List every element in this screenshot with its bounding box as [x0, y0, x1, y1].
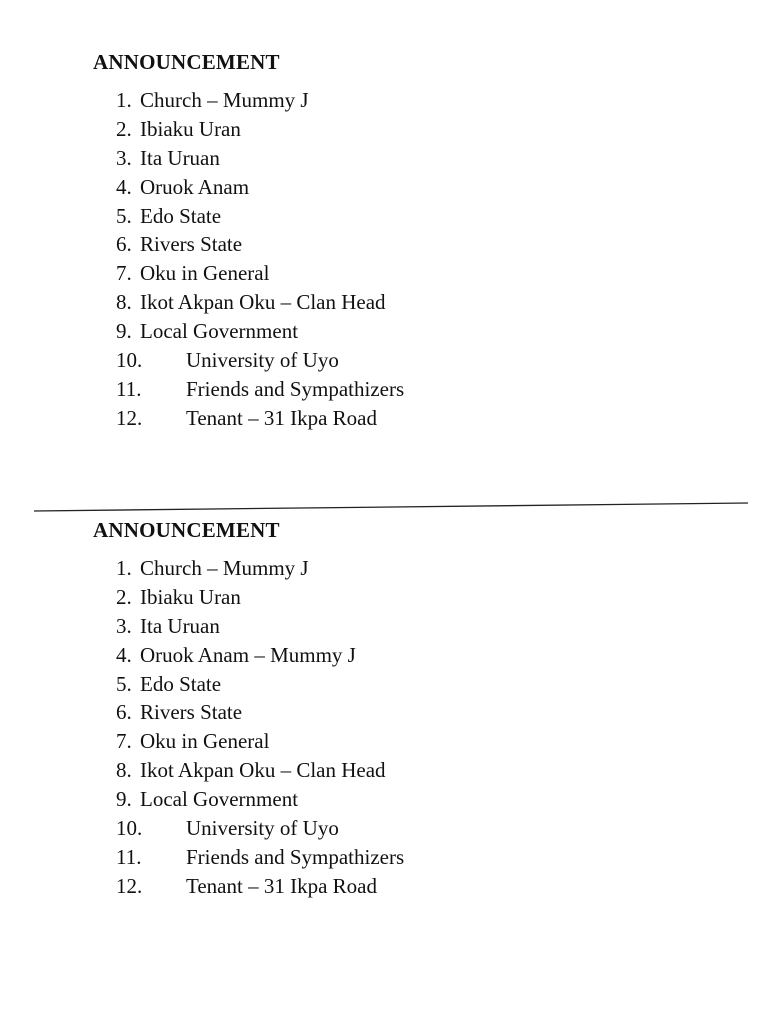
- item-text: Ikot Akpan Oku – Clan Head: [140, 290, 386, 315]
- item-text: Church – Mummy J: [140, 88, 309, 112]
- item-number: 6.: [116, 232, 132, 257]
- item-number: 1.: [116, 556, 132, 580]
- item-text: Ibiaku Uran: [140, 116, 241, 141]
- item-text: University of Uyo: [186, 816, 339, 841]
- item-text: Tenant – 31 Ikpa Road: [186, 405, 377, 430]
- item-text: Rivers State: [140, 700, 243, 725]
- item-number: 11.: [116, 376, 142, 401]
- item-number: 7.: [116, 261, 132, 286]
- item-text: Tenant – 31 Ikpa Road: [186, 873, 377, 898]
- item-text: Oku in General: [140, 729, 270, 754]
- item-number: 8.: [116, 758, 132, 783]
- item-number: 5.: [116, 671, 132, 696]
- item-text: Ibiaku Uran: [140, 584, 241, 609]
- item-number: 10.: [116, 348, 143, 373]
- item-number: 5.: [116, 203, 132, 228]
- item-number: 11.: [116, 844, 142, 869]
- item-text: Ita Uruan: [140, 613, 220, 638]
- item-number: 9.: [116, 787, 132, 812]
- item-number: 7.: [116, 729, 132, 754]
- item-text: Rivers State: [140, 232, 243, 257]
- item-number: 6.: [116, 700, 132, 725]
- item-number: 4.: [116, 642, 132, 667]
- item-number: 12.: [116, 873, 143, 898]
- announcement-heading: ANNOUNCEMENT: [93, 518, 280, 542]
- item-number: 8.: [116, 290, 132, 315]
- item-number: 3.: [116, 613, 132, 638]
- item-text: Friends and Sympathizers: [186, 376, 405, 401]
- item-text: Local Government: [140, 787, 299, 812]
- item-text: Ikot Akpan Oku – Clan Head: [140, 758, 386, 783]
- item-number: 2.: [116, 116, 132, 141]
- item-number: 10.: [116, 816, 143, 841]
- item-number: 12.: [116, 405, 143, 430]
- item-number: 4.: [116, 174, 132, 199]
- item-text: Edo State: [140, 671, 222, 696]
- item-text: Church – Mummy J: [140, 556, 309, 580]
- item-number: 9.: [116, 319, 132, 344]
- item-number: 1.: [116, 88, 132, 112]
- item-number: 3.: [116, 145, 132, 170]
- item-text: Ita Uruan: [140, 145, 220, 170]
- item-text: Oruok Anam: [140, 174, 250, 199]
- item-text: University of Uyo: [186, 348, 339, 373]
- item-text: Local Government: [140, 319, 299, 344]
- announcement-heading: ANNOUNCEMENT: [93, 50, 280, 74]
- item-text: Edo State: [140, 203, 222, 228]
- item-text: Friends and Sympathizers: [186, 844, 405, 869]
- item-text: Oku in General: [140, 261, 270, 286]
- item-number: 2.: [116, 584, 132, 609]
- item-text: Oruok Anam – Mummy J: [140, 642, 356, 667]
